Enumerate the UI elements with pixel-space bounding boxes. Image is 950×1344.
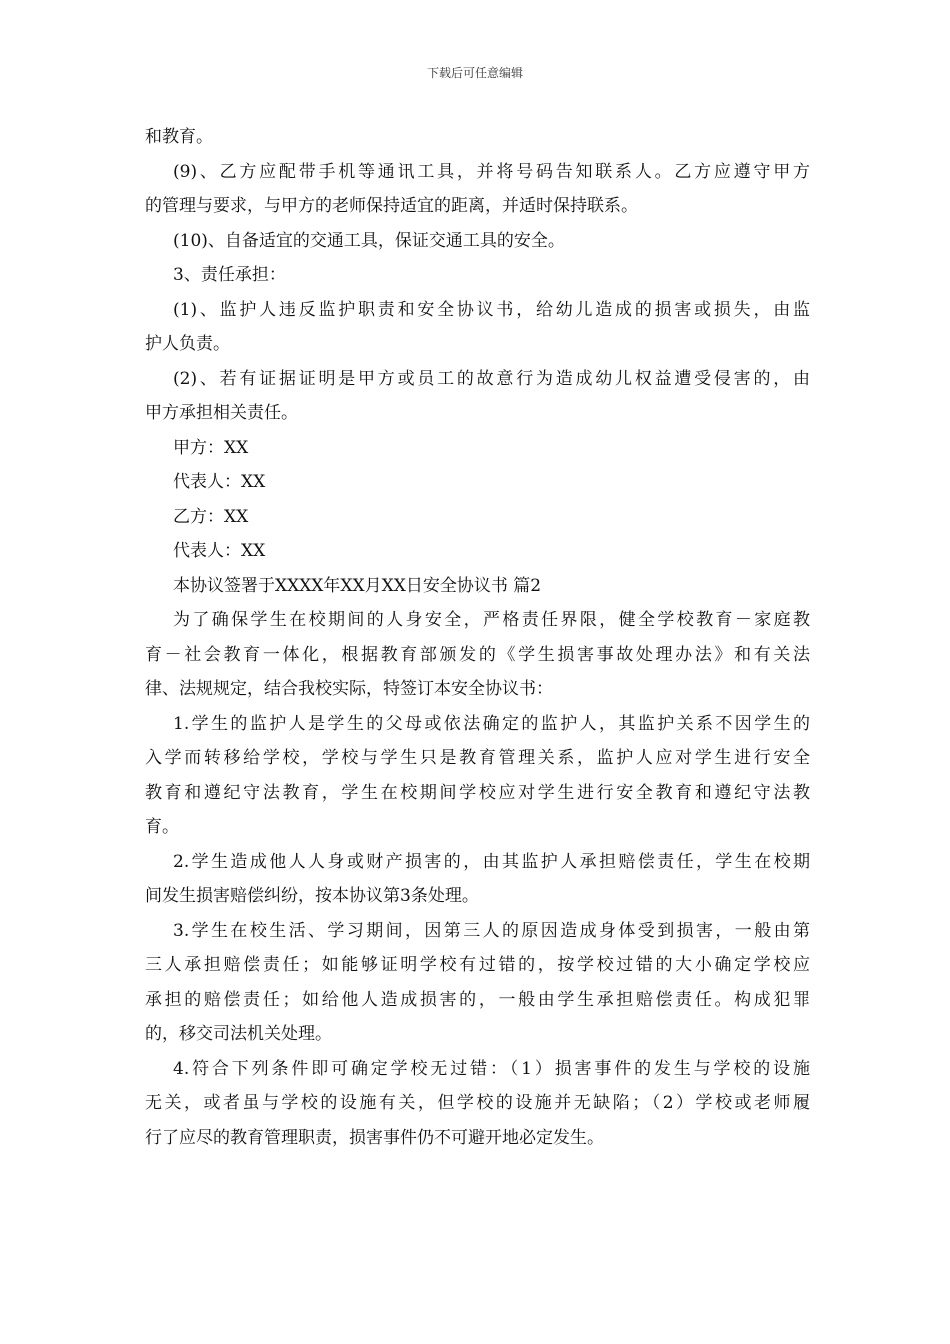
- text-line: 4.符合下列条件即可确定学校无过错：（1）损害事件的发生与学校的设施: [173, 1058, 810, 1079]
- text-line: (10)、自备适宜的交通工具，保证交通工具的安全。: [173, 230, 565, 251]
- page-header: 下载后可任意编辑: [426, 66, 523, 80]
- text-line: 乙方：XX: [173, 506, 249, 527]
- text-line: 育－社会教育一体化，根据教育部颁发的《学生损害事故处理办法》和有关法: [145, 644, 810, 665]
- text-line: 无关，或者虽与学校的设施有关，但学校的设施并无缺陷；（2）学校或老师履: [145, 1093, 810, 1113]
- text-line: 本协议签署于XXXX年XX月XX日安全协议书 篇2: [173, 575, 542, 596]
- text-line: 的管理与要求，与甲方的老师保持适宜的距离，并适时保持联系。: [145, 196, 638, 216]
- text-line: 3.学生在校生活、学习期间，因第三人的原因造成身体受到损害，一般由第: [173, 920, 810, 941]
- text-line: 代表人：XX: [173, 472, 266, 492]
- text-line: 护人负责。: [145, 334, 230, 354]
- text-line: 间发生损害赔偿纠纷，按本协议第3条处理。: [145, 886, 479, 906]
- text-line: 和教育。: [145, 127, 213, 147]
- text-line: 承担的赔偿责任；如给他人造成损害的，一般由学生承担赔偿责任。构成犯罪: [145, 989, 810, 1010]
- document-body: [145, 120, 810, 1155]
- text-line: 2.学生造成他人人身或财产损害的，由其监护人承担赔偿责任，学生在校期: [173, 851, 810, 872]
- text-line: 的，移交司法机关处理。: [145, 1024, 332, 1044]
- text-line: (1)、监护人违反监护职责和安全协议书，给幼儿造成的损害或损失，由监: [173, 299, 810, 320]
- text-line: 教育和遵纪守法教育，学生在校期间学校应对学生进行安全教育和遵纪守法教: [145, 782, 810, 803]
- text-line: 育。: [145, 817, 179, 837]
- text-line: 1.学生的监护人是学生的父母或依法确定的监护人，其监护关系不因学生的: [173, 713, 810, 734]
- text-line: 律、法规规定，结合我校实际，特签订本安全协议书：: [145, 679, 553, 699]
- text-line: 代表人：XX: [173, 541, 266, 561]
- text-line: 为了确保学生在校期间的人身安全，严格责任界限，健全学校教育－家庭教: [173, 610, 810, 630]
- text-line: 甲方承担相关责任。: [145, 403, 298, 423]
- text-line: (9)、乙方应配带手机等通讯工具，并将号码告知联系人。乙方应遵守甲方: [173, 161, 810, 182]
- text-line: 3、责任承担：: [173, 265, 286, 285]
- text-line: 入学而转移给学校，学校与学生只是教育管理关系，监护人应对学生进行安全: [145, 748, 810, 768]
- text-line: 三人承担赔偿责任；如能够证明学校有过错的，按学校过错的大小确定学校应: [145, 955, 810, 975]
- text-line: (2)、若有证据证明是甲方或员工的故意行为造成幼儿权益遭受侵害的，由: [173, 368, 810, 389]
- text-line: 甲方：XX: [173, 437, 249, 458]
- text-line: 行了应尽的教育管理职责，损害事件仍不可避开地必定发生。: [145, 1127, 604, 1148]
